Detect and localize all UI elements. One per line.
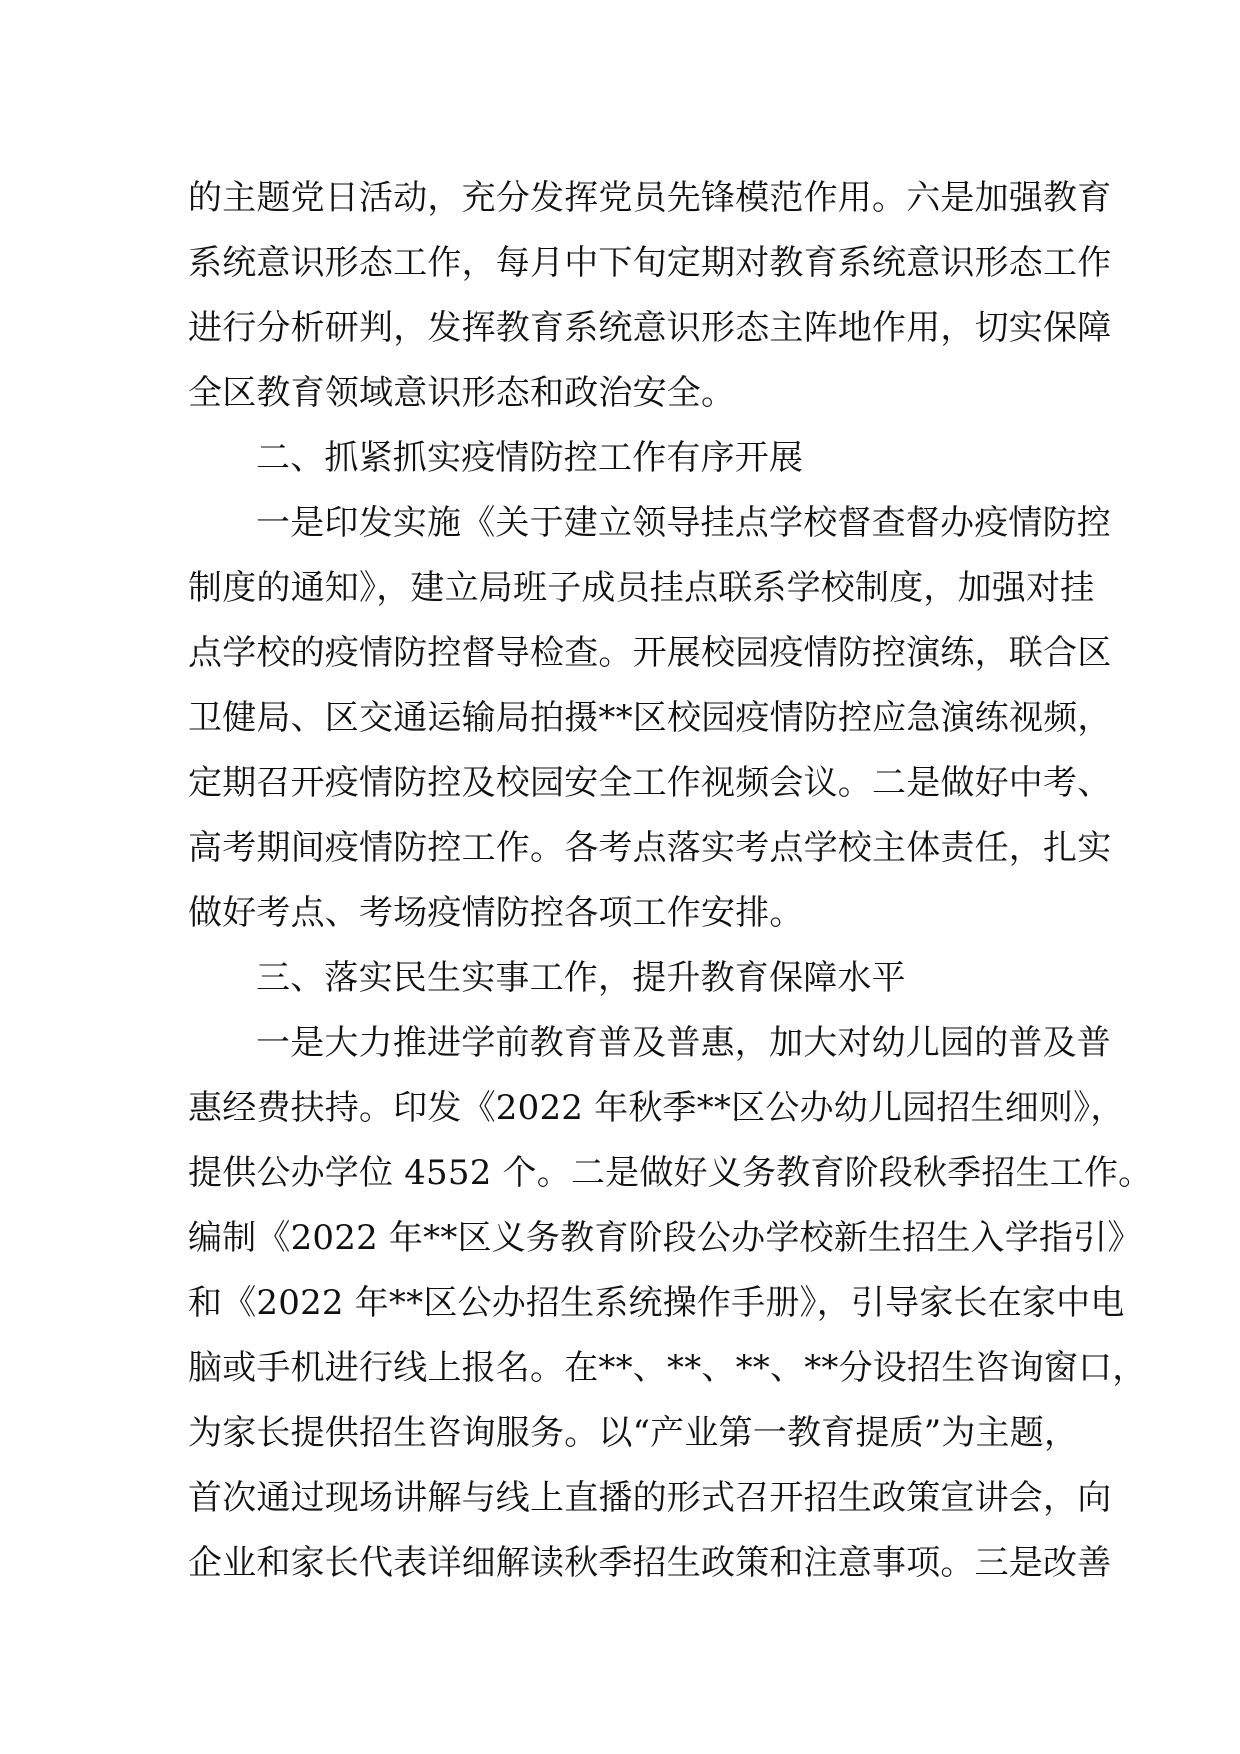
paragraph-line: 进行分析研判，发挥教育系统意识形态主阵地作用，切实保障	[188, 308, 1112, 348]
paragraph-line: 系统意识形态工作，每月中下旬定期对教育系统意识形态工作	[188, 243, 1112, 283]
paragraph-line: 定期召开疫情防控及校园安全工作视频会议。二是做好中考、	[188, 763, 1112, 803]
paragraph-line: 提供公办学位 4552 个。二是做好义务教育阶段秋季招生工作。	[188, 1153, 1153, 1193]
paragraph-line: 首次通过现场讲解与线上直播的形式召开招生政策宣讲会，向	[188, 1478, 1112, 1518]
paragraph-line: 惠经费扶持。印发《2022 年秋季**区公办幼儿园招生细则》，	[188, 1088, 1125, 1128]
paragraph-line: 一是印发实施《关于建立领导挂点学校督查督办疫情防控	[256, 503, 1111, 543]
paragraph-line: 一是大力推进学前教育普及普惠，加大对幼儿园的普及普	[256, 1023, 1111, 1063]
paragraph-line: 为家长提供招生咨询服务。以“产业第一教育提质”为主题，	[188, 1413, 1079, 1453]
paragraph-line: 制度的通知》，建立局班子成员挂点联系学校制度，加强对挂	[188, 568, 1095, 608]
section-heading: 二、抓紧抓实疫情防控工作有序开展	[256, 438, 804, 478]
paragraph-line: 卫健局、区交通运输局拍摄**区校园疫情防控应急演练视频，	[188, 698, 1112, 738]
paragraph-line: 编制《2022 年**区义务教育阶段公办学校新生招生入学指引》	[188, 1218, 1142, 1258]
section-heading: 三、落实民生实事工作，提升教育保障水平	[256, 958, 906, 998]
paragraph-line: 脑或手机进行线上报名。在**、**、**、**分设招生咨询窗口，	[188, 1348, 1147, 1388]
paragraph-line: 和《2022 年**区公办招生系统操作手册》，引导家长在家中电	[188, 1283, 1125, 1323]
paragraph-line: 点学校的疫情防控督导检查。开展校园疫情防控演练，联合区	[188, 633, 1112, 673]
paragraph-line: 企业和家长代表详细解读秋季招生政策和注意事项。三是改善	[188, 1543, 1112, 1583]
paragraph-line: 全区教育领域意识形态和政治安全。	[188, 373, 736, 413]
paragraph-line: 高考期间疫情防控工作。各考点落实考点学校主体责任，扎实	[188, 828, 1112, 868]
paragraph-line: 的主题党日活动，充分发挥党员先锋模范作用。六是加强教育	[188, 178, 1112, 218]
document-body	[188, 166, 1153, 1596]
paragraph-line: 做好考点、考场疫情防控各项工作安排。	[188, 893, 804, 933]
